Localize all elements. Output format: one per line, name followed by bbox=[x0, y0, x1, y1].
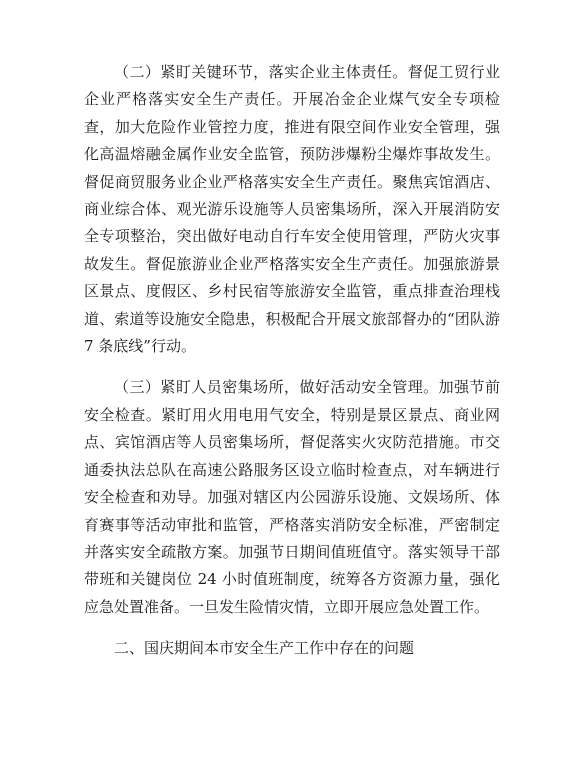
paragraph-key-links: （二）紧盯关键环节，落实企业主体责任。督促工贸行业企业严格落实安全生产责任。开展冶金企业煤气安全专项检查，加大危险作业管控力度，推进有限空间作业安全管理，强化高温熔融金属作业安全监管，预防涉爆粉尘爆炸事故发生。督促商贸服务业企业严格落实安全生产责任。聚焦宾馆酒店、商业综合体、观光游乐设施等人员密集场所，深入开展消防安全专项整治，突出做好电动自行车安全使用管理，严防火灾事故发生。督促旅游业企业严格落实安全生产责任。加强旅游景区景点、度假区、乡村民宿等旅游安全监管，重点排查治理栈道、索道等设施安全隐患，积极配合开展文旅部督办的“团队游 7 条底线”行动。 bbox=[84, 63, 500, 356]
document-page bbox=[84, 59, 500, 663]
paragraph-crowded-places: （三）紧盯人员密集场所，做好活动安全管理。加强节前安全检查。紧盯用火用电用气安全，特别是景区景点、商业网点、宾馆酒店等人员密集场所，督促落实火灾防范措施。市交通委执法总队在高速公路服务区设立临时检查点，对车辆进行安全检查和劝导。加强对辖区内公园游乐设施、文娱场所、体育赛事等活动审批和监管，严格落实消防安全标准，严密制定并落实安全疏散方案。加强节日期间值班值守。落实领导干部带班和关键岗位 24 小时值班制度，统筹各方资源力量，强化应急处置准备。一旦发生险情灾情，立即开展应急处置工作。 bbox=[84, 378, 500, 616]
section-heading: 二、国庆期间本市安全生产工作中存在的问题 bbox=[114, 639, 415, 658]
